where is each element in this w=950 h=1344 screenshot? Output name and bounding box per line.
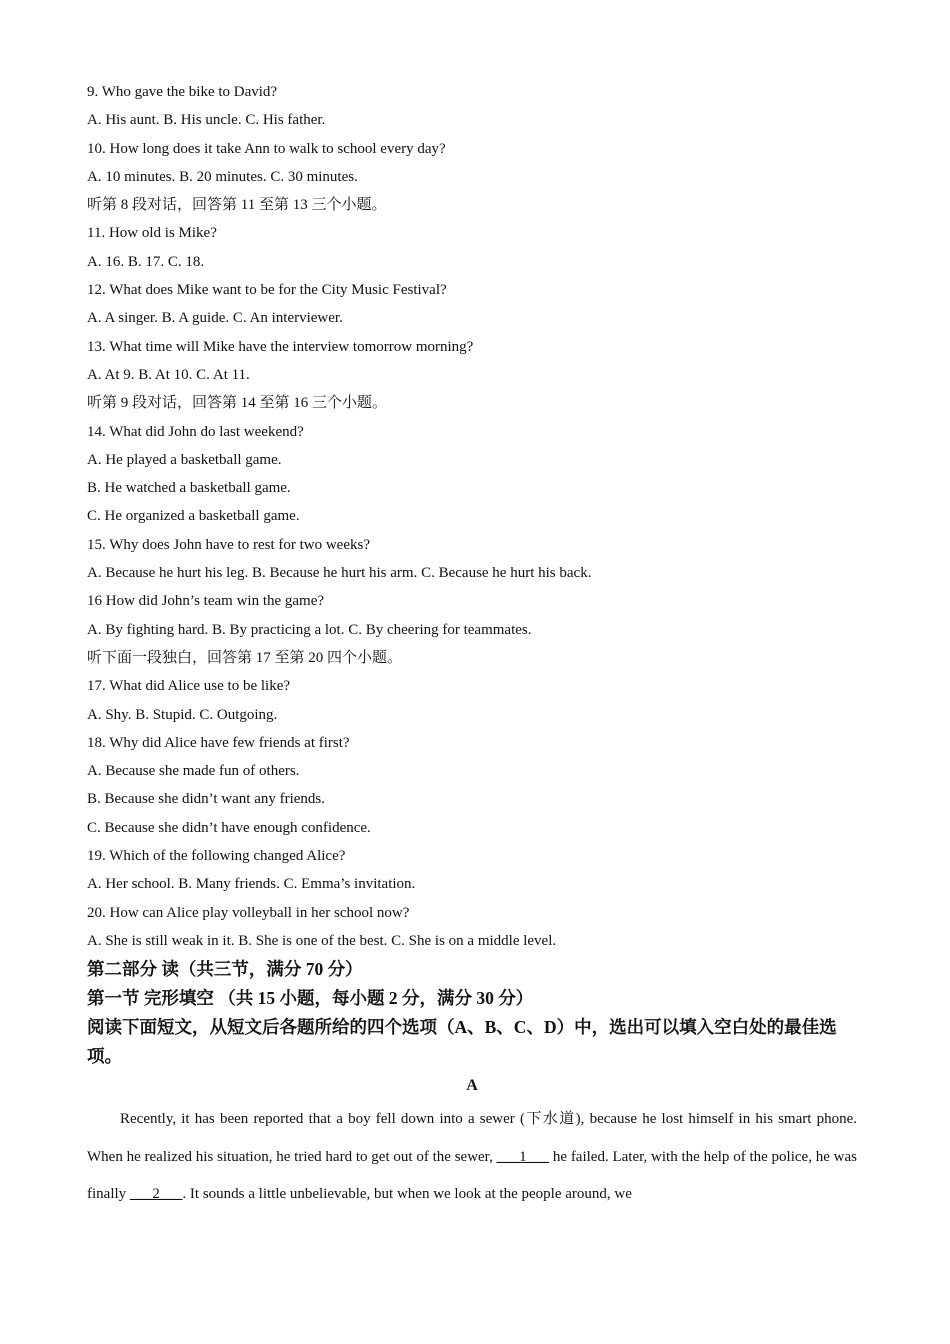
question-9: 9. Who gave the bike to David? [87,84,278,100]
option-18-a: A. Because she made fun of others. [87,763,300,780]
options-16: A. By fighting hard. B. By practicing a lot. C. By cheering for teammates. [87,621,532,638]
option-14-b: B. He watched a basketball game. [87,480,291,497]
dialogue-9-instruction: 听第 9 段对话，回答第 14 至第 16 三个小题。 [87,395,388,412]
question-11: 11. How old is Mike? [87,225,217,242]
options-17: A. Shy. B. Stupid. C. Outgoing. [87,706,278,723]
option-18-c: C. Because she didn’t have enough confidence. [87,819,371,836]
options-10: A. 10 minutes. B. 20 minutes. C. 30 minutes. [87,168,358,185]
cloze-instruction: 阅读下面短文，从短文后各题所给的四个选项（A、B、C、D）中，选出可以填入空白处的最佳选项。 [87,1017,837,1067]
listening-questions [87,78,857,955]
blank-2: ___2___ [129,1186,183,1203]
part-two-title: 第二部分 读（共三节，满分 70 分） [87,959,363,980]
passage-text-1: Recently, it has been reported that a boy fell down into a sewer (下水道), because he lost himself in his smart phone. When he realized his situation, he tried hard to get out of the sewer, [87,1111,857,1165]
passage-text-3: . It sounds a little unbelievable, but when we look at the people around, we [182,1186,632,1203]
question-20: 20. How can Alice play volleyball in her school now? [87,904,410,921]
question-13: 13. What time will Mike have the interview tomorrow morning? [87,338,474,355]
passage-label: A [466,1077,478,1095]
question-12: 12. What does Mike want to be for the City Music Festival? [87,282,447,299]
options-11: A. 16. B. 17. C. 18. [87,253,205,270]
question-10: 10. How long does it take Ann to walk to school every day? [87,140,446,157]
options-19: A. Her school. B. Many friends. C. Emma’s invitation. [87,876,416,893]
question-14: 14. What did John do last weekend? [87,423,304,440]
option-18-b: B. Because she didn’t want any friends. [87,791,326,808]
section-one-title: 第一节 完形填空 （共 15 小题，每小题 2 分，满分 30 分） [87,988,534,1009]
options-13: A. At 9. B. At 10. C. At 11. [87,366,250,383]
option-14-a: A. He played a basketball game. [87,451,282,468]
passage-text-2: he failed. Later, with the help of the police, he was finally [87,1148,857,1203]
blank-1: ___1___ [496,1148,550,1165]
passage-paragraph [87,1101,857,1214]
options-12: A. A singer. B. A guide. C. An interviewer. [87,310,343,327]
options-20: A. She is still weak in it. B. She is one of the best. C. She is on a middle level. [87,932,557,949]
question-19: 19. Which of the following changed Alice? [87,848,346,865]
question-17: 17. What did Alice use to be like? [87,678,291,695]
option-14-c: C. He organized a basketball game. [87,508,300,525]
dialogue-8-instruction: 听第 8 段对话，回答第 11 至第 13 三个小题。 [87,197,387,214]
options-9: A. His aunt. B. His uncle. C. His father. [87,112,326,129]
monologue-instruction: 听下面一段独白，回答第 17 至第 20 四个小题。 [87,649,403,666]
options-15: A. Because he hurt his leg. B. Because he hurt his arm. C. Because he hurt his back. [87,565,592,582]
question-18: 18. Why did Alice have few friends at first? [87,734,350,751]
question-15: 15. Why does John have to rest for two weeks? [87,536,370,553]
document-page [87,78,857,1229]
question-16: 16 How did John’s team win the game? [87,593,325,610]
